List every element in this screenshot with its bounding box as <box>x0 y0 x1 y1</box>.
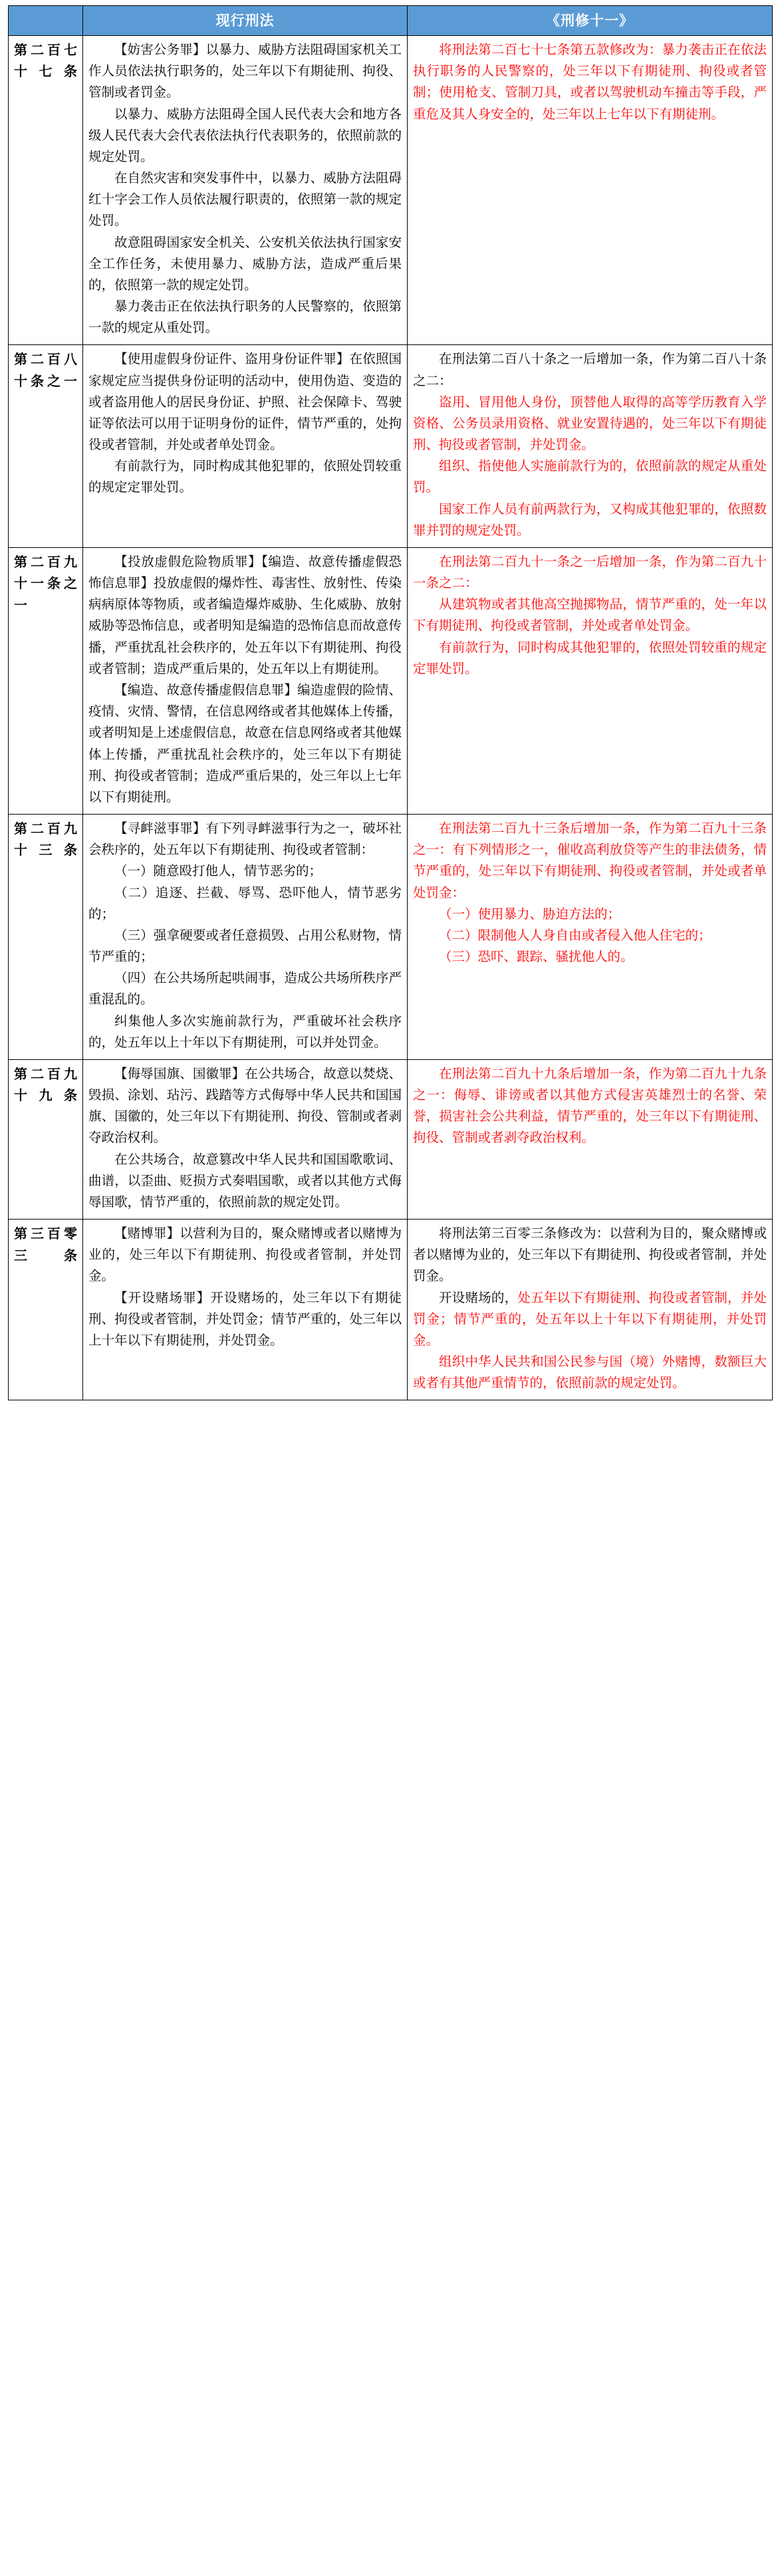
amendment-paragraph: 盗用、冒用他人身份，顶替他人取得的高等学历教育入学资格、公务员录用资格、就业安置待遇的，处三年以下有期徒刑、拘役或者管制，并处罚金。 <box>413 395 767 453</box>
current-law-paragraph: 【开设赌场罪】开设赌场的，处三年以下有期徒刑、拘役或者管制，并处罚金；情节严重的，处三年以上十年以下有期徒刑，并处罚金。 <box>88 1291 402 1348</box>
table-body <box>9 36 773 1400</box>
table-row <box>9 36 773 345</box>
current-law-paragraph: 【使用虚假身份证件、盗用身份证件罪】在依照国家规定应当提供身份证明的活动中，使用伪造、变造的或者盗用他人的居民身份证、护照、社会保障卡、驾驶证等依法可以用于证明身份的证件，情节严重的，处拘役或者管制，并处或者单处罚金。 <box>88 352 402 453</box>
article-number-cell: 第二百八十条之一 <box>9 345 83 548</box>
amendment-cell <box>408 547 773 814</box>
amendment-paragraph: 有前款行为，同时构成其他犯罪的，依照处罚较重的规定定罪处罚。 <box>413 640 767 676</box>
current-law-paragraph: 在自然灾害和突发事件中，以暴力、威胁方法阻碍红十字会工作人员依法履行职责的，依照第一款的规定处罚。 <box>88 172 402 229</box>
current-law-paragraph: （四）在公共场所起哄闹事，造成公共场所秩序严重混乱的。 <box>88 971 402 1007</box>
current-law-paragraph: （一）随意殴打他人，情节恶劣的； <box>114 864 323 879</box>
header-article-column <box>9 6 83 36</box>
current-law-paragraph: 【寻衅滋事罪】有下列寻衅滋事行为之一，破坏社会秩序的，处五年以下有期徒刑、拘役或者管制： <box>88 822 402 858</box>
current-law-paragraph: 【赌博罪】以营利为目的，聚众赌博或者以赌博为业的，处三年以下有期徒刑、拘役或者管制，并处罚金。 <box>88 1227 402 1284</box>
table-row <box>9 1220 773 1400</box>
current-law-paragraph: （三）强拿硬要或者任意损毁、占用公私财物，情节严重的； <box>88 928 402 965</box>
header-current-law: 现行刑法 <box>83 6 408 36</box>
article-number-cell: 第二百七十七条 <box>9 36 83 345</box>
amendment-cell <box>408 36 773 345</box>
article-number-cell: 第二百九十九条 <box>9 1059 83 1219</box>
current-law-paragraph: 故意阻碍国家安全机关、公安机关依法执行国家安全工作任务，未使用暴力、威胁方法，造成严重后果的，依照第一款的规定处罚。 <box>88 235 402 293</box>
amendment-paragraph: 组织、指使他人实施前款行为的，依照前款的规定从重处罚。 <box>413 459 767 495</box>
amendment-paragraph: 从建筑物或者其他高空抛掷物品，情节严重的，处一年以下有期徒刑、拘役或者管制，并处或者单处罚金。 <box>413 598 767 634</box>
article-number-cell: 第三百零三条 <box>9 1220 83 1400</box>
amendment-paragraph: 在刑法第二百八十条之一后增加一条，作为第二百八十条之二： <box>413 352 767 388</box>
amendment-paragraph: 将刑法第三百零三条修改为：以营利为目的，聚众赌博或者以赌博为业的，处三年以下有期徒刑、拘役或者管制，并处罚金。 <box>413 1227 767 1284</box>
current-law-paragraph: 【侮辱国旗、国徽罪】在公共场合，故意以焚烧、毁损、涂划、玷污、践踏等方式侮辱中华人民共和国国旗、国徽的，处三年以下有期徒刑、拘役、管制或者剥夺政治权利。 <box>88 1067 402 1146</box>
header-row <box>9 6 773 36</box>
article-number-cell: 第二百九十一条之一 <box>9 547 83 814</box>
amendment-cell <box>408 1220 773 1400</box>
amendment-paragraph: 将刑法第二百七十七条第五款修改为：暴力袭击正在依法执行职务的人民警察的，处三年以下有期徒刑、拘役或者管制；使用枪支、管制刀具，或者以驾驶机动车撞击等手段，严重危及其人身安全的，处三年以上七年以下有期徒刑。 <box>413 43 767 122</box>
current-law-cell <box>83 547 408 814</box>
amendment-paragraph: 国家工作人员有前两款行为，又构成其他犯罪的，依照数罪并罚的规定处罚。 <box>413 502 767 538</box>
table-row <box>9 547 773 814</box>
amendment-paragraph: （一）使用暴力、胁迫方法的； <box>439 907 621 922</box>
current-law-paragraph: 【编造、故意传播虚假信息罪】编造虚假的险情、疫情、灾情、警情，在信息网络或者其他媒体上传播，或者明知是上述虚假信息，故意在信息网络或者其他媒体上传播，严重扰乱社会秩序的，处三年以下有期徒刑、拘役或者管制；造成严重后果的，处三年以上七年以下有期徒刑。 <box>88 683 402 805</box>
current-law-paragraph: 以暴力、威胁方法阻碍全国人民代表大会和地方各级人民代表大会代表依法执行代表职务的，依照前款的规定处罚。 <box>88 107 402 164</box>
current-law-cell <box>83 345 408 548</box>
amendment-cell <box>408 1059 773 1219</box>
table-row <box>9 345 773 548</box>
current-law-paragraph: （二）追逐、拦截、辱骂、恐吓他人，情节恶劣的； <box>88 886 402 922</box>
current-law-cell <box>83 1220 408 1400</box>
amendment-cell <box>408 815 773 1060</box>
amendment-paragraph <box>413 1288 767 1352</box>
current-law-cell <box>83 36 408 345</box>
law-comparison-table <box>8 5 773 1400</box>
amendment-paragraph: （二）限制他人人身自由或者侵入他人住宅的； <box>439 928 712 943</box>
table-row <box>9 815 773 1060</box>
article-number-cell: 第二百九十三条 <box>9 815 83 1060</box>
amendment-cell <box>408 345 773 548</box>
current-law-paragraph: 在公共场合，故意篡改中华人民共和国国歌歌词、曲谱，以歪曲、贬损方式奏唱国歌，或者以其他方式侮辱国歌，情节严重的，依照前款的规定处罚。 <box>88 1152 402 1210</box>
header-amendment: 《刑修十一》 <box>408 6 773 36</box>
current-law-cell <box>83 1059 408 1219</box>
current-law-paragraph: 【投放虚假危险物质罪】【编造、故意传播虚假恐怖信息罪】投放虚假的爆炸性、毒害性、放射性、传染病病原体等物质，或者编造爆炸威胁、生化威胁、放射威胁等恐怖信息，或者明知是编造的恐怖信息而故意传播，严重扰乱社会秩序的，处五年以下有期徒刑、拘役或者管制；造成严重后果的，处五年以上有期徒刑。 <box>88 555 402 676</box>
current-law-paragraph: 纠集他人多次实施前款行为，严重破坏社会秩序的，处五年以上十年以下有期徒刑，可以并处罚金。 <box>88 1014 402 1050</box>
amendment-paragraph: 组织中华人民共和国公民参与国（境）外赌博，数额巨大或者有其他严重情节的，依照前款的规定处罚。 <box>413 1355 767 1391</box>
current-law-paragraph: 有前款行为，同时构成其他犯罪的，依照处罚较重的规定定罪处罚。 <box>88 459 402 495</box>
current-law-paragraph: 暴力袭击正在依法执行职务的人民警察的，依照第一款的规定从重处罚。 <box>88 300 402 336</box>
current-law-paragraph: 【妨害公务罪】以暴力、威胁方法阻碍国家机关工作人员依法执行职务的，处三年以下有期徒刑、拘役、管制或者罚金。 <box>88 43 402 100</box>
amendment-paragraph: 在刑法第二百九十三条后增加一条，作为第二百九十三条之一：有下列情形之一，催收高利放贷等产生的非法债务，情节严重的，处三年以下有期徒刑、拘役或者管制，并处或者单处罚金： <box>413 822 767 900</box>
amendment-text-unchanged: 开设赌场的， <box>439 1291 518 1305</box>
amendment-paragraph: （三）恐吓、跟踪、骚扰他人的。 <box>439 950 634 965</box>
table-row <box>9 1059 773 1219</box>
amendment-paragraph: 在刑法第二百九十九条后增加一条，作为第二百九十九条之一：侮辱、诽谤或者以其他方式侵害英雄烈士的名誉、荣誉，损害社会公共利益，情节严重的，处三年以下有期徒刑、拘役、管制或者剥夺政治权利。 <box>413 1067 767 1146</box>
amendment-paragraph: 在刑法第二百九十一条之一后增加一条，作为第二百九十一条之二： <box>413 555 767 591</box>
amendment-text-changed: 处五年以下有期徒刑、拘役或者管制，并处罚金；情节严重的，处五年以上十年以下有期徒刑，并处罚金。 <box>413 1291 767 1348</box>
table-header <box>9 6 773 36</box>
current-law-cell <box>83 815 408 1060</box>
